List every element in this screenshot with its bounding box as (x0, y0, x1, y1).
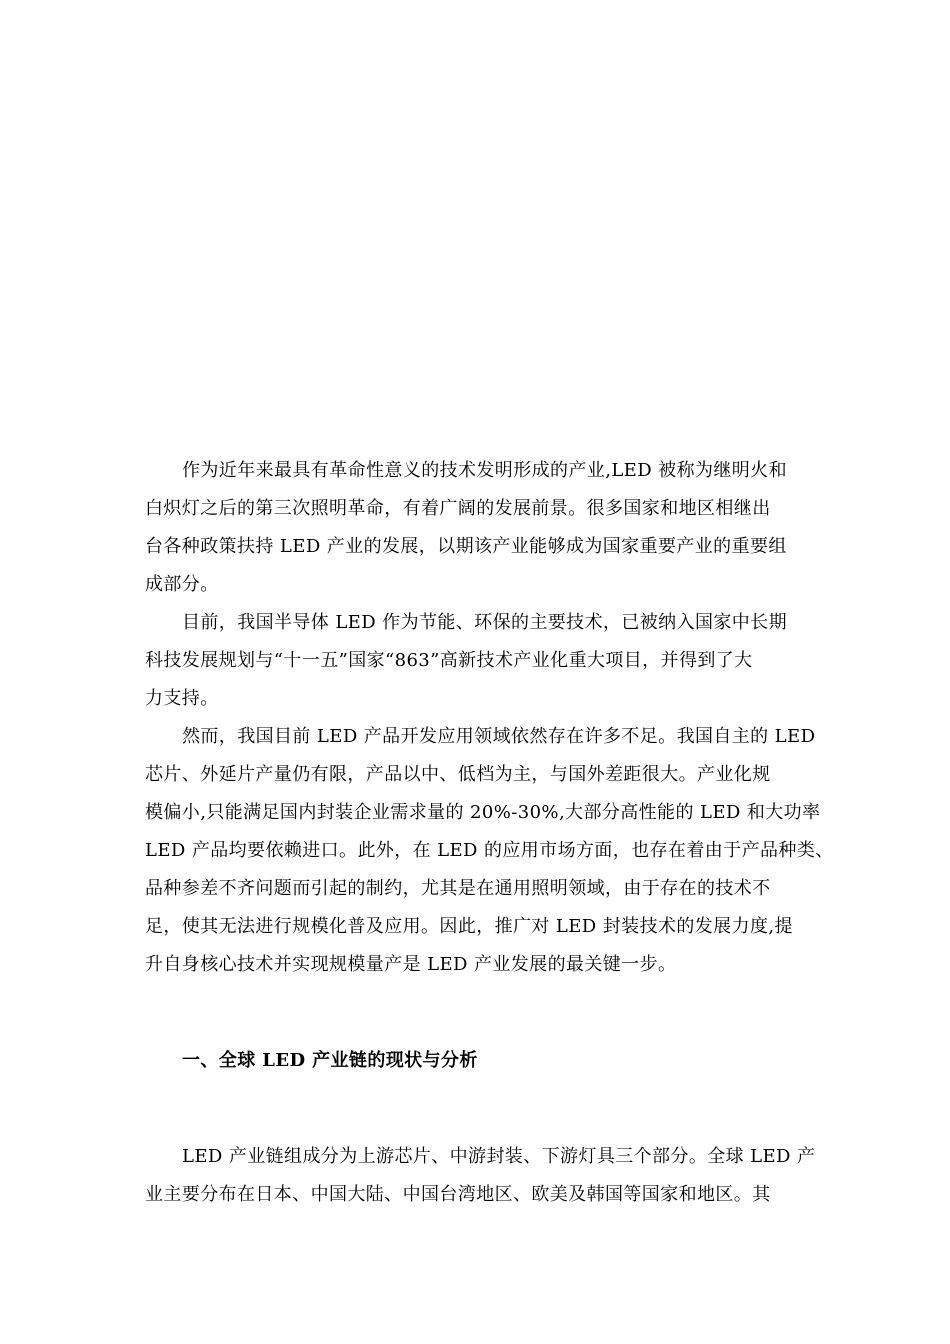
paragraph-3-line-2: 芯片、外延片产量仍有限，产品以中、低档为主，与国外差距很大。产业化规 (145, 764, 771, 785)
paragraph-2-line-3: 力支持。 (145, 688, 219, 709)
paragraph-3-line-6: 足，使其无法进行规模化普及应用。因此，推广对 LED 封装技术的发展力度,提 (145, 916, 793, 937)
paragraph-3-line-1: 然而，我国目前 LED 产品开发应用领域依然存在许多不足。我国自主的 LED (182, 726, 816, 747)
paragraph-1-line-4: 成部分。 (145, 574, 219, 595)
paragraph-3-line-4: LED 产品均要依赖进口。此外，在 LED 的应用市场方面，也存在着由于产品种类、 (145, 840, 834, 861)
paragraph-2-line-2: 科技发展规划与“十一五”国家“863”高新技术产业化重大项目，并得到了大 (145, 650, 753, 671)
paragraph-1-line-3: 台各种政策扶持 LED 产业的发展，以期该产业能够成为国家重要产业的重要组 (145, 536, 787, 557)
section-heading: 一、全球 LED 产业链的现状与分析 (182, 1050, 478, 1071)
paragraph-3-line-5: 品种参差不齐问题而引起的制约，尤其是在通用照明领域，由于存在的技术不 (145, 878, 771, 899)
paragraph-1-line-2: 白炽灯之后的第三次照明革命，有着广阔的发展前景。很多国家和地区相继出 (145, 498, 771, 519)
paragraph-3-line-3: 模偏小,只能满足国内封装企业需求量的 20%-30%,大部分高性能的 LED 和大功率 (145, 802, 821, 823)
paragraph-1-line-1: 作为近年来最具有革命性意义的技术发明形成的产业,LED 被称为继明火和 (182, 460, 787, 481)
paragraph-2-line-1: 目前，我国半导体 LED 作为节能、环保的主要技术，已被纳入国家中长期 (182, 612, 787, 633)
section-paragraph-line-2: 业主要分布在日本、中国大陆、中国台湾地区、欧美及韩国等国家和地区。其 (145, 1184, 771, 1205)
section-paragraph-line-1: LED 产业链组成分为上游芯片、中游封装、下游灯具三个部分。全球 LED 产 (182, 1146, 816, 1167)
paragraph-3-line-7: 升自身核心技术并实现规模量产是 LED 产业发展的最关键一步。 (145, 954, 677, 975)
